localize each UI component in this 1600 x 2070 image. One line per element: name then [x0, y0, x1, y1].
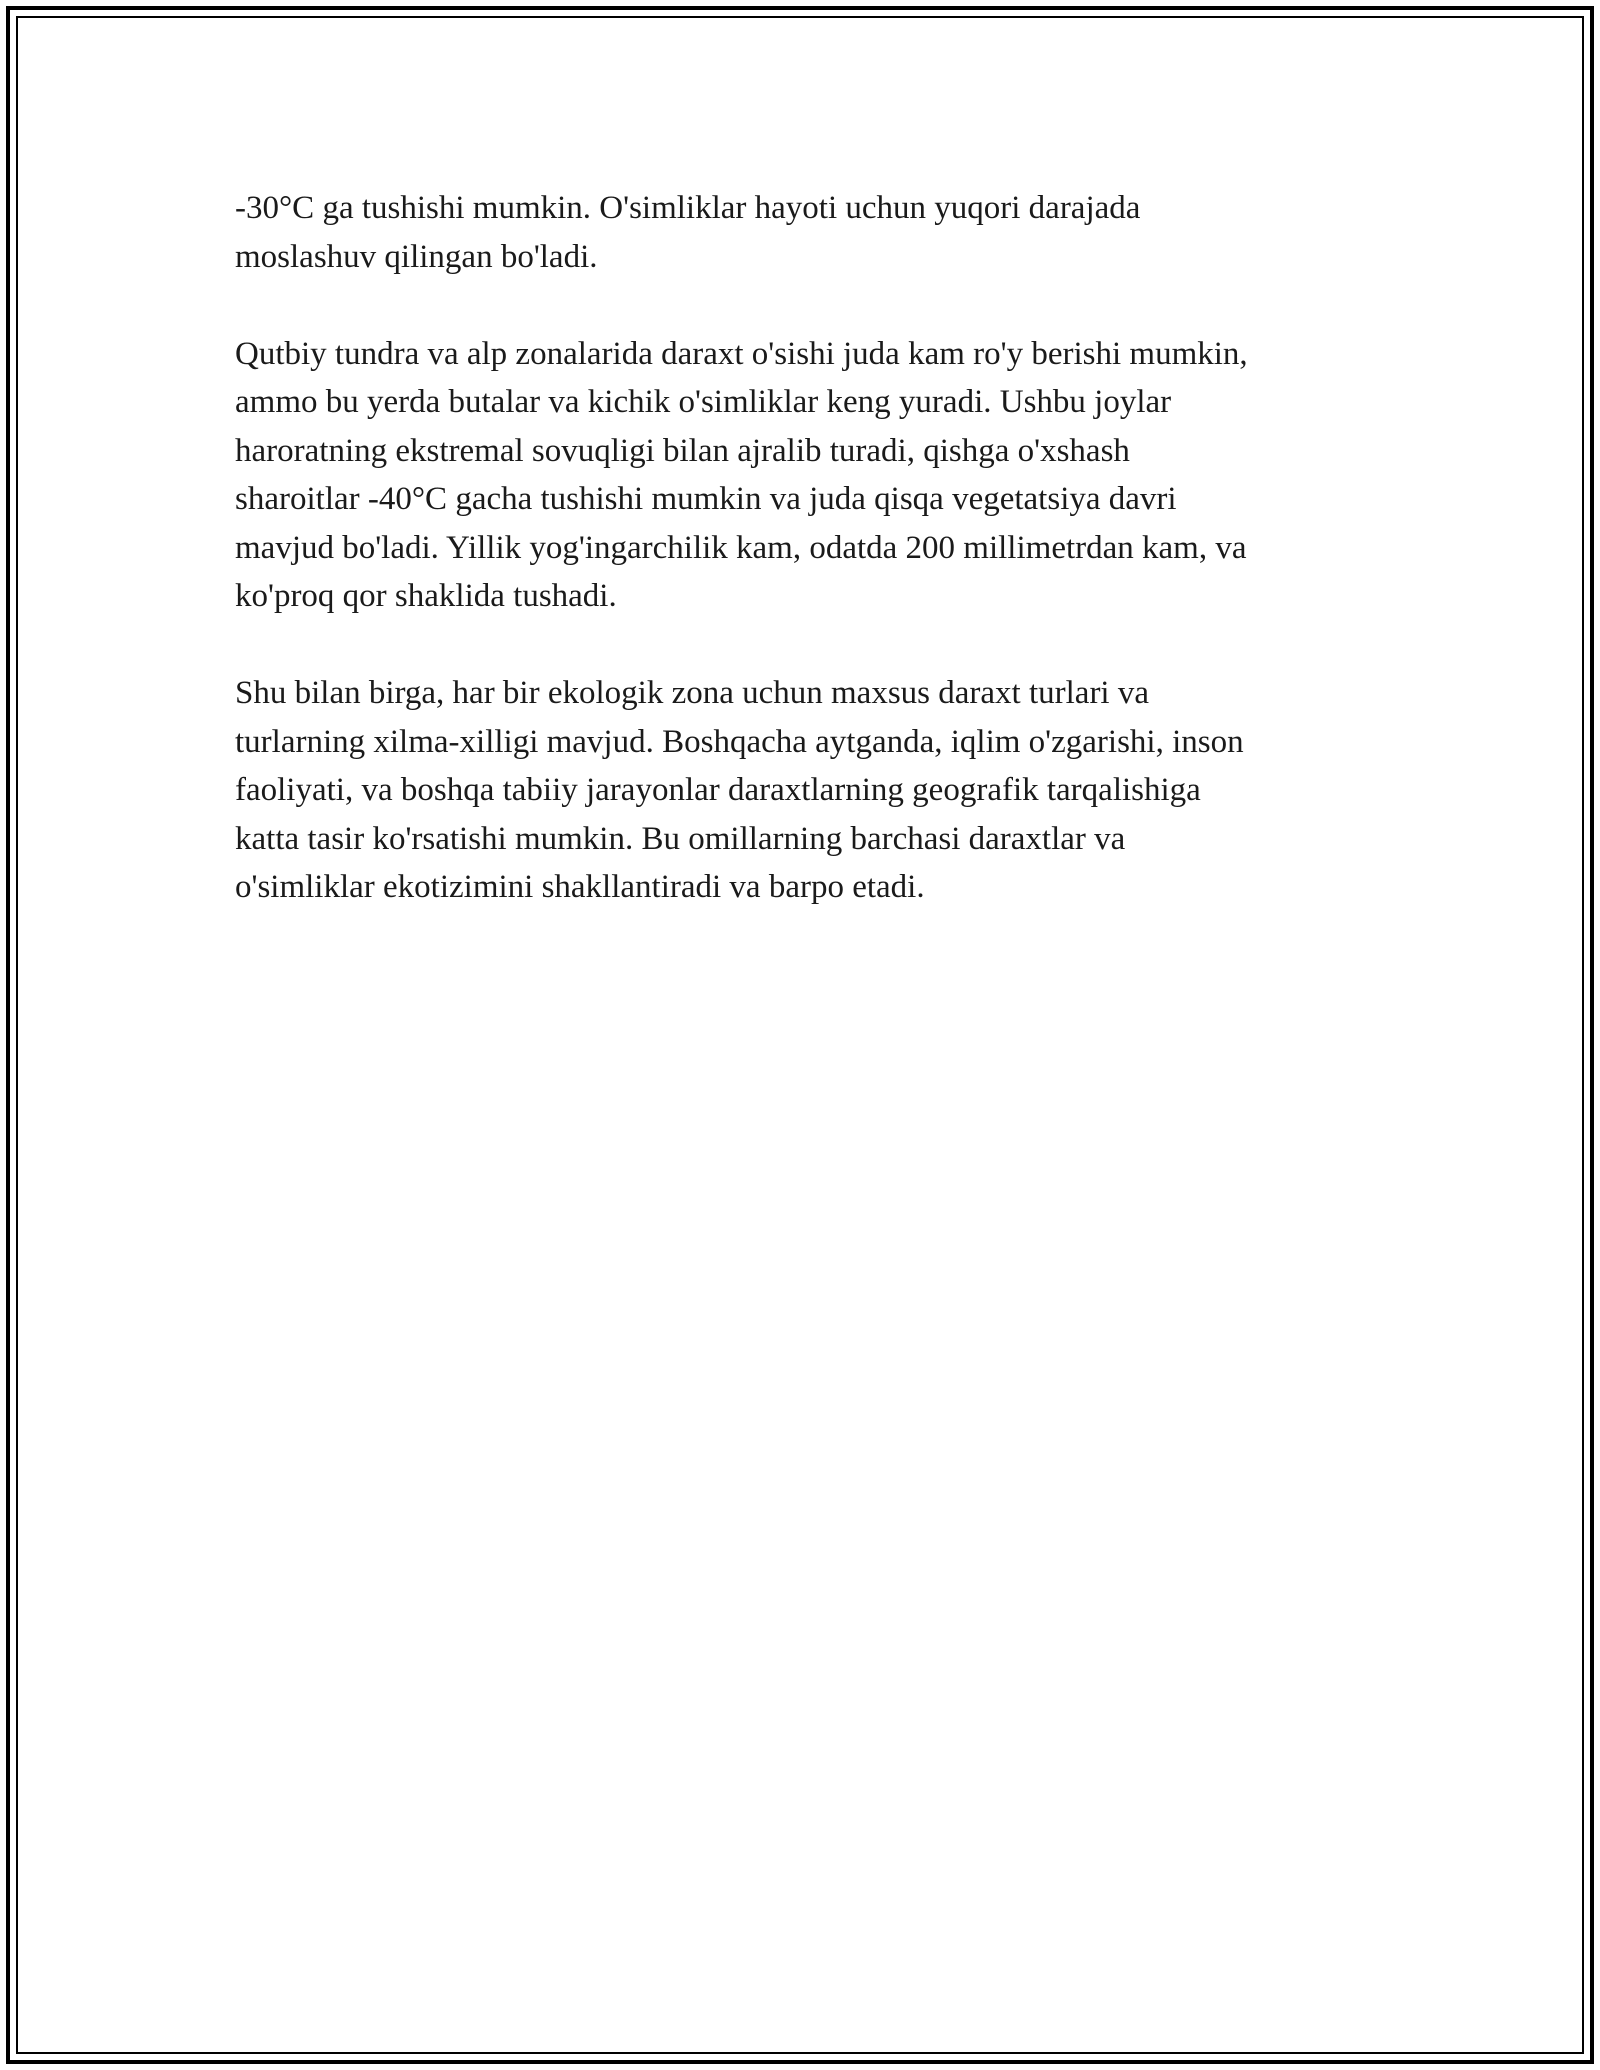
document-body	[235, 184, 1375, 912]
text-line: sharoitlar -40°C gacha tushishi mumkin va juda qisqa vegetatsiya davri	[235, 481, 1177, 517]
paragraph-2	[235, 330, 1375, 621]
text-line: o'simliklar ekotizimini shakllantiradi va barpo etadi.	[235, 869, 925, 905]
text-line: turlarning xilma-xilligi mavjud. Boshqacha aytganda, iqlim o'zgarishi, inson	[235, 723, 1244, 760]
text-line: moslashuv qilingan bo'ladi.	[235, 238, 598, 275]
text-line: faoliyati, va boshqa tabiiy jarayonlar daraxtlarning geografik tarqalishiga	[235, 772, 1201, 808]
text-line: Qutbiy tundra va alp zonalarida daraxt o'sishi juda kam ro'y berishi mumkin,	[235, 335, 1248, 372]
text-line: katta tasir ko'rsatishi mumkin. Bu omillarning barchasi daraxtlar va	[235, 820, 1126, 857]
text-line: haroratning ekstremal sovuqligi bilan ajralib turadi, qishga o'xshash	[235, 432, 1130, 469]
paragraph-3	[235, 669, 1375, 912]
text-line: mavjud bo'ladi. Yillik yog'ingarchilik kam, odatda 200 millimetrdan kam, va	[235, 529, 1247, 566]
paragraph-1	[235, 184, 1375, 281]
text-line: ko'proq qor shaklida tushadi.	[235, 578, 617, 614]
text-line: ammo bu yerda butalar va kichik o'simliklar keng yuradi. Ushbu joylar	[235, 384, 1172, 420]
text-line: -30°C ga tushishi mumkin. O'simliklar hayoti uchun yuqori darajada	[235, 190, 1141, 226]
text-line: Shu bilan birga, har bir ekologik zona uchun maxsus daraxt turlari va	[235, 675, 1149, 711]
